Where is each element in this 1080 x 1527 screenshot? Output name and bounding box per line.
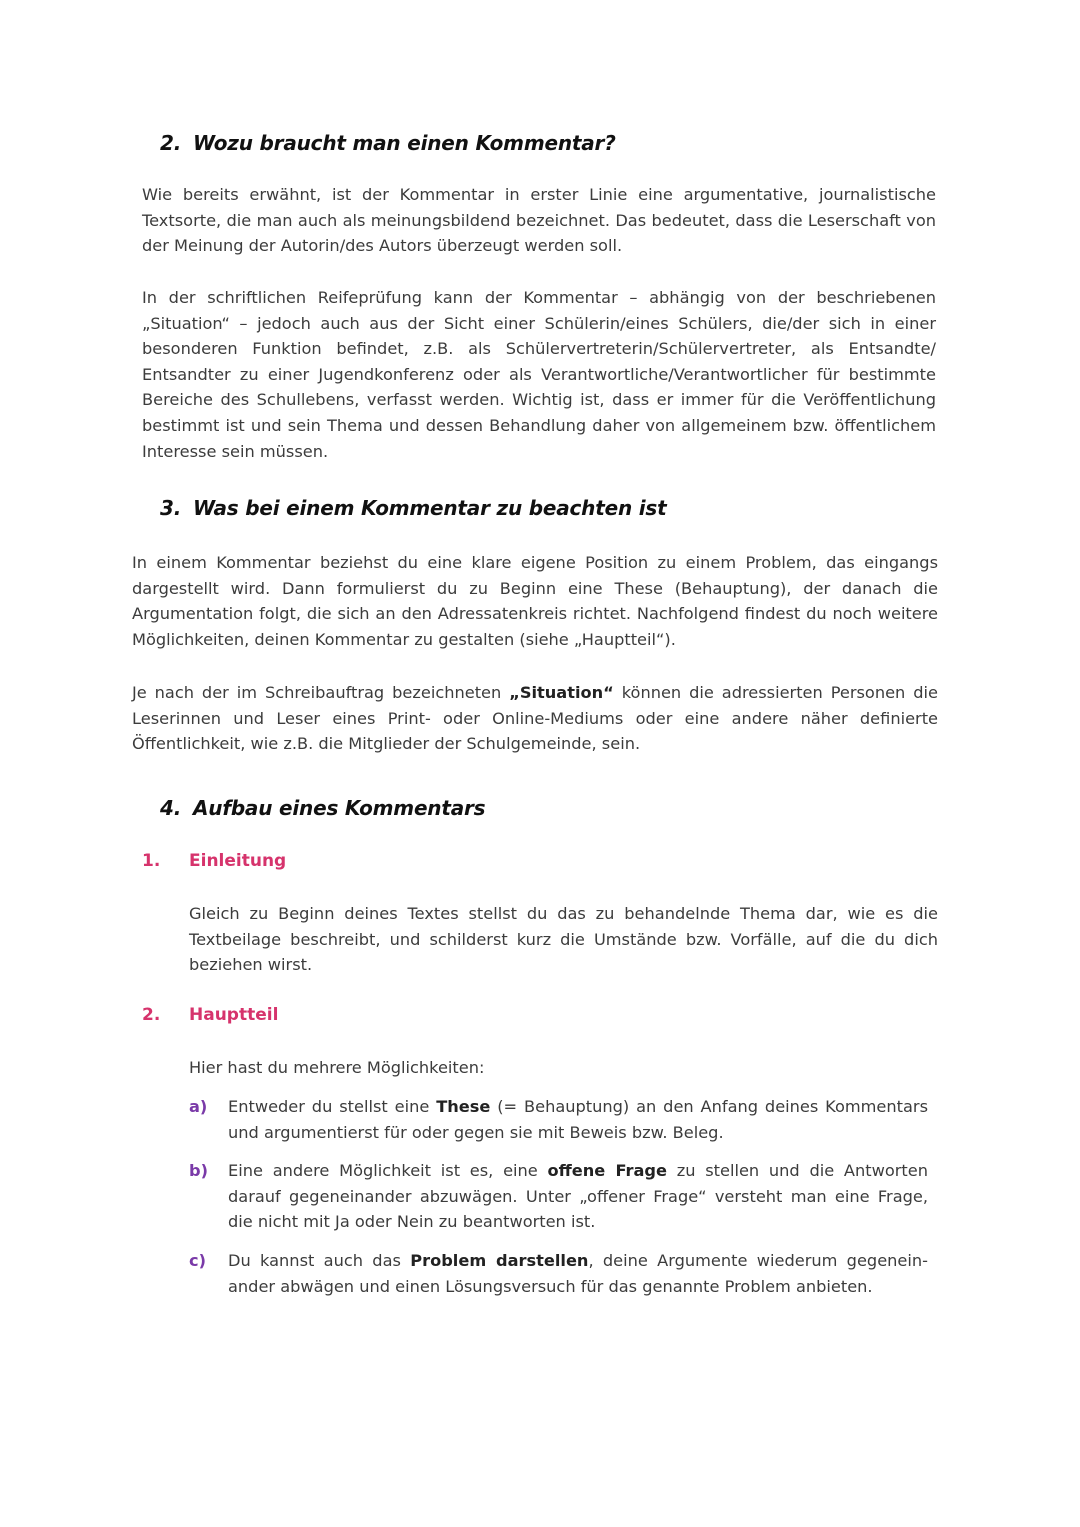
section-3-heading (160, 496, 666, 520)
situation-term: „Situation“ (509, 683, 614, 702)
hauptteil-intro: Hier hast du mehrere Möglichkeiten: (189, 1058, 485, 1077)
section-2-number: 2. (160, 131, 182, 155)
option-a-text (228, 1094, 928, 1145)
option-a-keyword: These (436, 1097, 491, 1116)
option-a-label: a) (189, 1097, 208, 1116)
option-text: Entweder du stellst eine (228, 1097, 437, 1116)
section-4-number: 4. (160, 796, 182, 820)
option-text: Eine andere Möglichkeit ist es, eine (228, 1161, 548, 1180)
section-3-title: Was bei einem Kommentar zu beachten ist (193, 496, 667, 520)
einleitung-text: Gleich zu Beginn deines Textes stellst du das zu behandelnde Thema dar, wie es die Textbeilage beschreibt, und schilderst kurz die Umstände bzw. Vorfälle, auf die du dich beziehen wirst. (189, 904, 938, 975)
section-4-title: Aufbau eines Kommentars (193, 796, 486, 820)
section-3-number: 3. (160, 496, 182, 520)
section-2-title: Wozu braucht man einen Kommentar? (193, 131, 616, 155)
section-3-paragraph-2 (132, 680, 938, 757)
section-3-paragraph-1: In einem Kommentar beziehst du eine klare eigene Position zu einem Problem, das eingangs dargestellt wird. Dann formulierst du zu Beginn eine These (Behauptung), der danach die Argumentation folgt, die sich an den Adressatenkreis richtet. Nachfolgend findest du noch weitere Möglichkeiten, deinen Kommentar zu gestalten (siehe „Hauptteil“). (132, 553, 938, 649)
option-c-label: c) (189, 1251, 206, 1270)
einleitung-number: 1. (142, 851, 161, 871)
hauptteil-number: 2. (142, 1005, 161, 1025)
option-b-text (228, 1158, 928, 1235)
option-text: , deine Argumente wiederum gegeneinander abwägen und einen Lösungsversuch für das genannte Problem anbieten. (228, 1251, 928, 1296)
option-c-keyword: Problem darstellen (410, 1251, 589, 1270)
section-4-heading (160, 796, 485, 820)
paragraph-text: Je nach der im Schreibauftrag bezeichneten (132, 683, 510, 702)
section-2-paragraph-2: In der schriftlichen Reifeprüfung kann der Kommentar – abhängig von der beschriebenen „Situation“ – jedoch auch aus der Sicht einer Schülerin/eines Schülers, die/der sich in einer besonderen Funktion befindet, z.B. als Schülervertreterin/Schülervertreter, als Entsandte/ Entsandter zu einer Jugendkonferenz oder als Verantwortliche/Verantwortlicher für bestimmte Bereiche des Schullebens, verfasst werden. Wichtig ist, dass er immer für die Veröffentlichung bestimmt ist und sein Thema und dessen Behandlung daher von allgemeinem bzw. öffentlichem Interesse sein müssen. (142, 288, 936, 461)
option-b-keyword: offene Frage (547, 1161, 667, 1180)
option-text: Du kannst auch das (228, 1251, 411, 1270)
option-text: zu stellen und die Antworten darauf gegeneinander abzuwägen. Unter „offener Frage“ versteht man eine Frage, die nicht mit Ja oder Nein zu beantworten ist. (228, 1161, 928, 1232)
option-c-text (228, 1248, 928, 1299)
section-2-heading (160, 131, 616, 155)
hauptteil-title: Hauptteil (189, 1005, 279, 1025)
option-b-label: b) (189, 1161, 208, 1180)
section-2-paragraph-1: Wie bereits erwähnt, ist der Kommentar in erster Linie eine argumentative, journalistische Textsorte, die man auch als meinungsbildend bezeichnet. Das bedeutet, dass die Leserschaft von der Meinung der Autorin/des Autors überzeugt werden soll. (142, 185, 936, 256)
paragraph-text: können die adressierten Personen die Leserinnen und Leser eines Print- oder Online-Mediums oder eine andere näher definierte Öffentlichkeit, wie z.B. die Mitglieder der Schulgemeinde, sein. (132, 683, 938, 754)
einleitung-title: Einleitung (189, 851, 287, 871)
option-text: (= Behauptung) an den Anfang deines Kommentars und argumentierst für oder gegen sie mit Beweis bzw. Beleg. (228, 1097, 929, 1142)
